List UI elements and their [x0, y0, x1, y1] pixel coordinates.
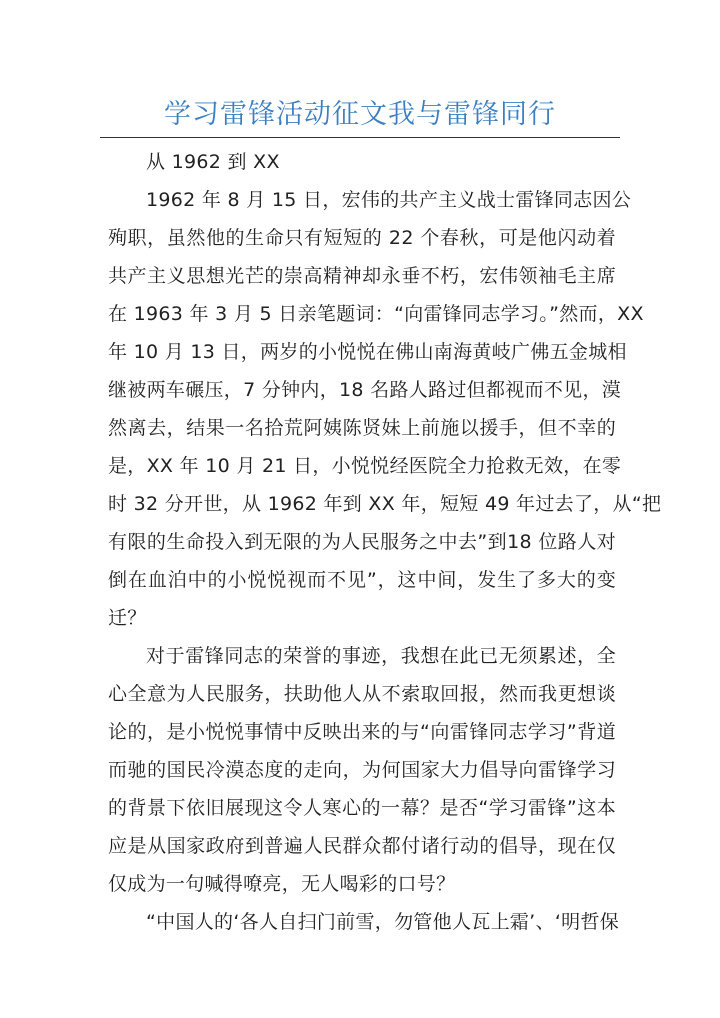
text-line: 迁？ — [108, 607, 147, 629]
text-line: 是，XX 年 10 月 21 日，小悦悦经医院全力抢救无效，在零 — [108, 455, 622, 477]
text-line: 年 10 月 13 日，两岁的小悦悦在佛山南海黄岐广佛五金城相 — [108, 341, 627, 363]
text-line: 殉职，虽然他的生命只有短短的 22 个春秋，可是他闪动着 — [108, 227, 616, 249]
document-body — [108, 143, 662, 941]
text-line: “中国人的‘各人自扫门前雪，勿管他人瓦上霜’、‘明哲保 — [146, 911, 620, 933]
text-line: 的背景下依旧展现这令人寒心的一幕？是否“学习雷锋”这本 — [108, 797, 616, 819]
text-line: 然离去，结果一名拾荒阿姨陈贤妹上前施以援手，但不幸的 — [108, 417, 616, 439]
text-line: 时 32 分开世，从 1962 年到 XX 年，短短 49 年过去了，从“把 — [108, 493, 662, 515]
text-line: 有限的生命投入到无限的为人民服务之中去”到18 位路人对 — [108, 531, 616, 553]
text-line: 论的，是小悦悦事情中反映出来的与“向雷锋同志学习”背道 — [108, 721, 616, 743]
text-line: 应是从国家政府到普遍人民群众都付诸行动的倡导，现在仅 — [108, 835, 616, 857]
document-title: 学习雷锋活动征文我与雷锋同行 — [164, 99, 556, 130]
text-line: 倒在血泊中的小悦悦视而不见”，这中间，发生了多大的变 — [108, 569, 616, 591]
text-line: 在 1963 年 3 月 5 日亲笔题词：“向雷锋同志学习。”然而，XX — [108, 303, 644, 325]
text-line: 1962 年 8 月 15 日，宏伟的共产主义战士雷锋同志因公 — [146, 189, 632, 211]
text-line: 仅成为一句喊得嘹亮，无人喝彩的口号？ — [108, 873, 456, 895]
text-line: 心全意为人民服务，扶助他人从不索取回报，然而我更想谈 — [108, 683, 616, 705]
text-line: 而驰的国民冷漠态度的走向，为何国家大力倡导向雷锋学习 — [108, 759, 616, 781]
text-line: 从 1962 到 XX — [146, 151, 280, 173]
text-line: 共产主义思想光芒的崇高精神却永垂不朽，宏伟领袖毛主席 — [108, 265, 616, 287]
text-line: 对于雷锋同志的荣誉的事迹，我想在此已无须累述，全 — [146, 645, 616, 667]
title-underline — [100, 137, 620, 138]
text-line: 继被两车碾压，7 分钟内，18 名路人路过但都视而不见，漠 — [108, 379, 622, 401]
